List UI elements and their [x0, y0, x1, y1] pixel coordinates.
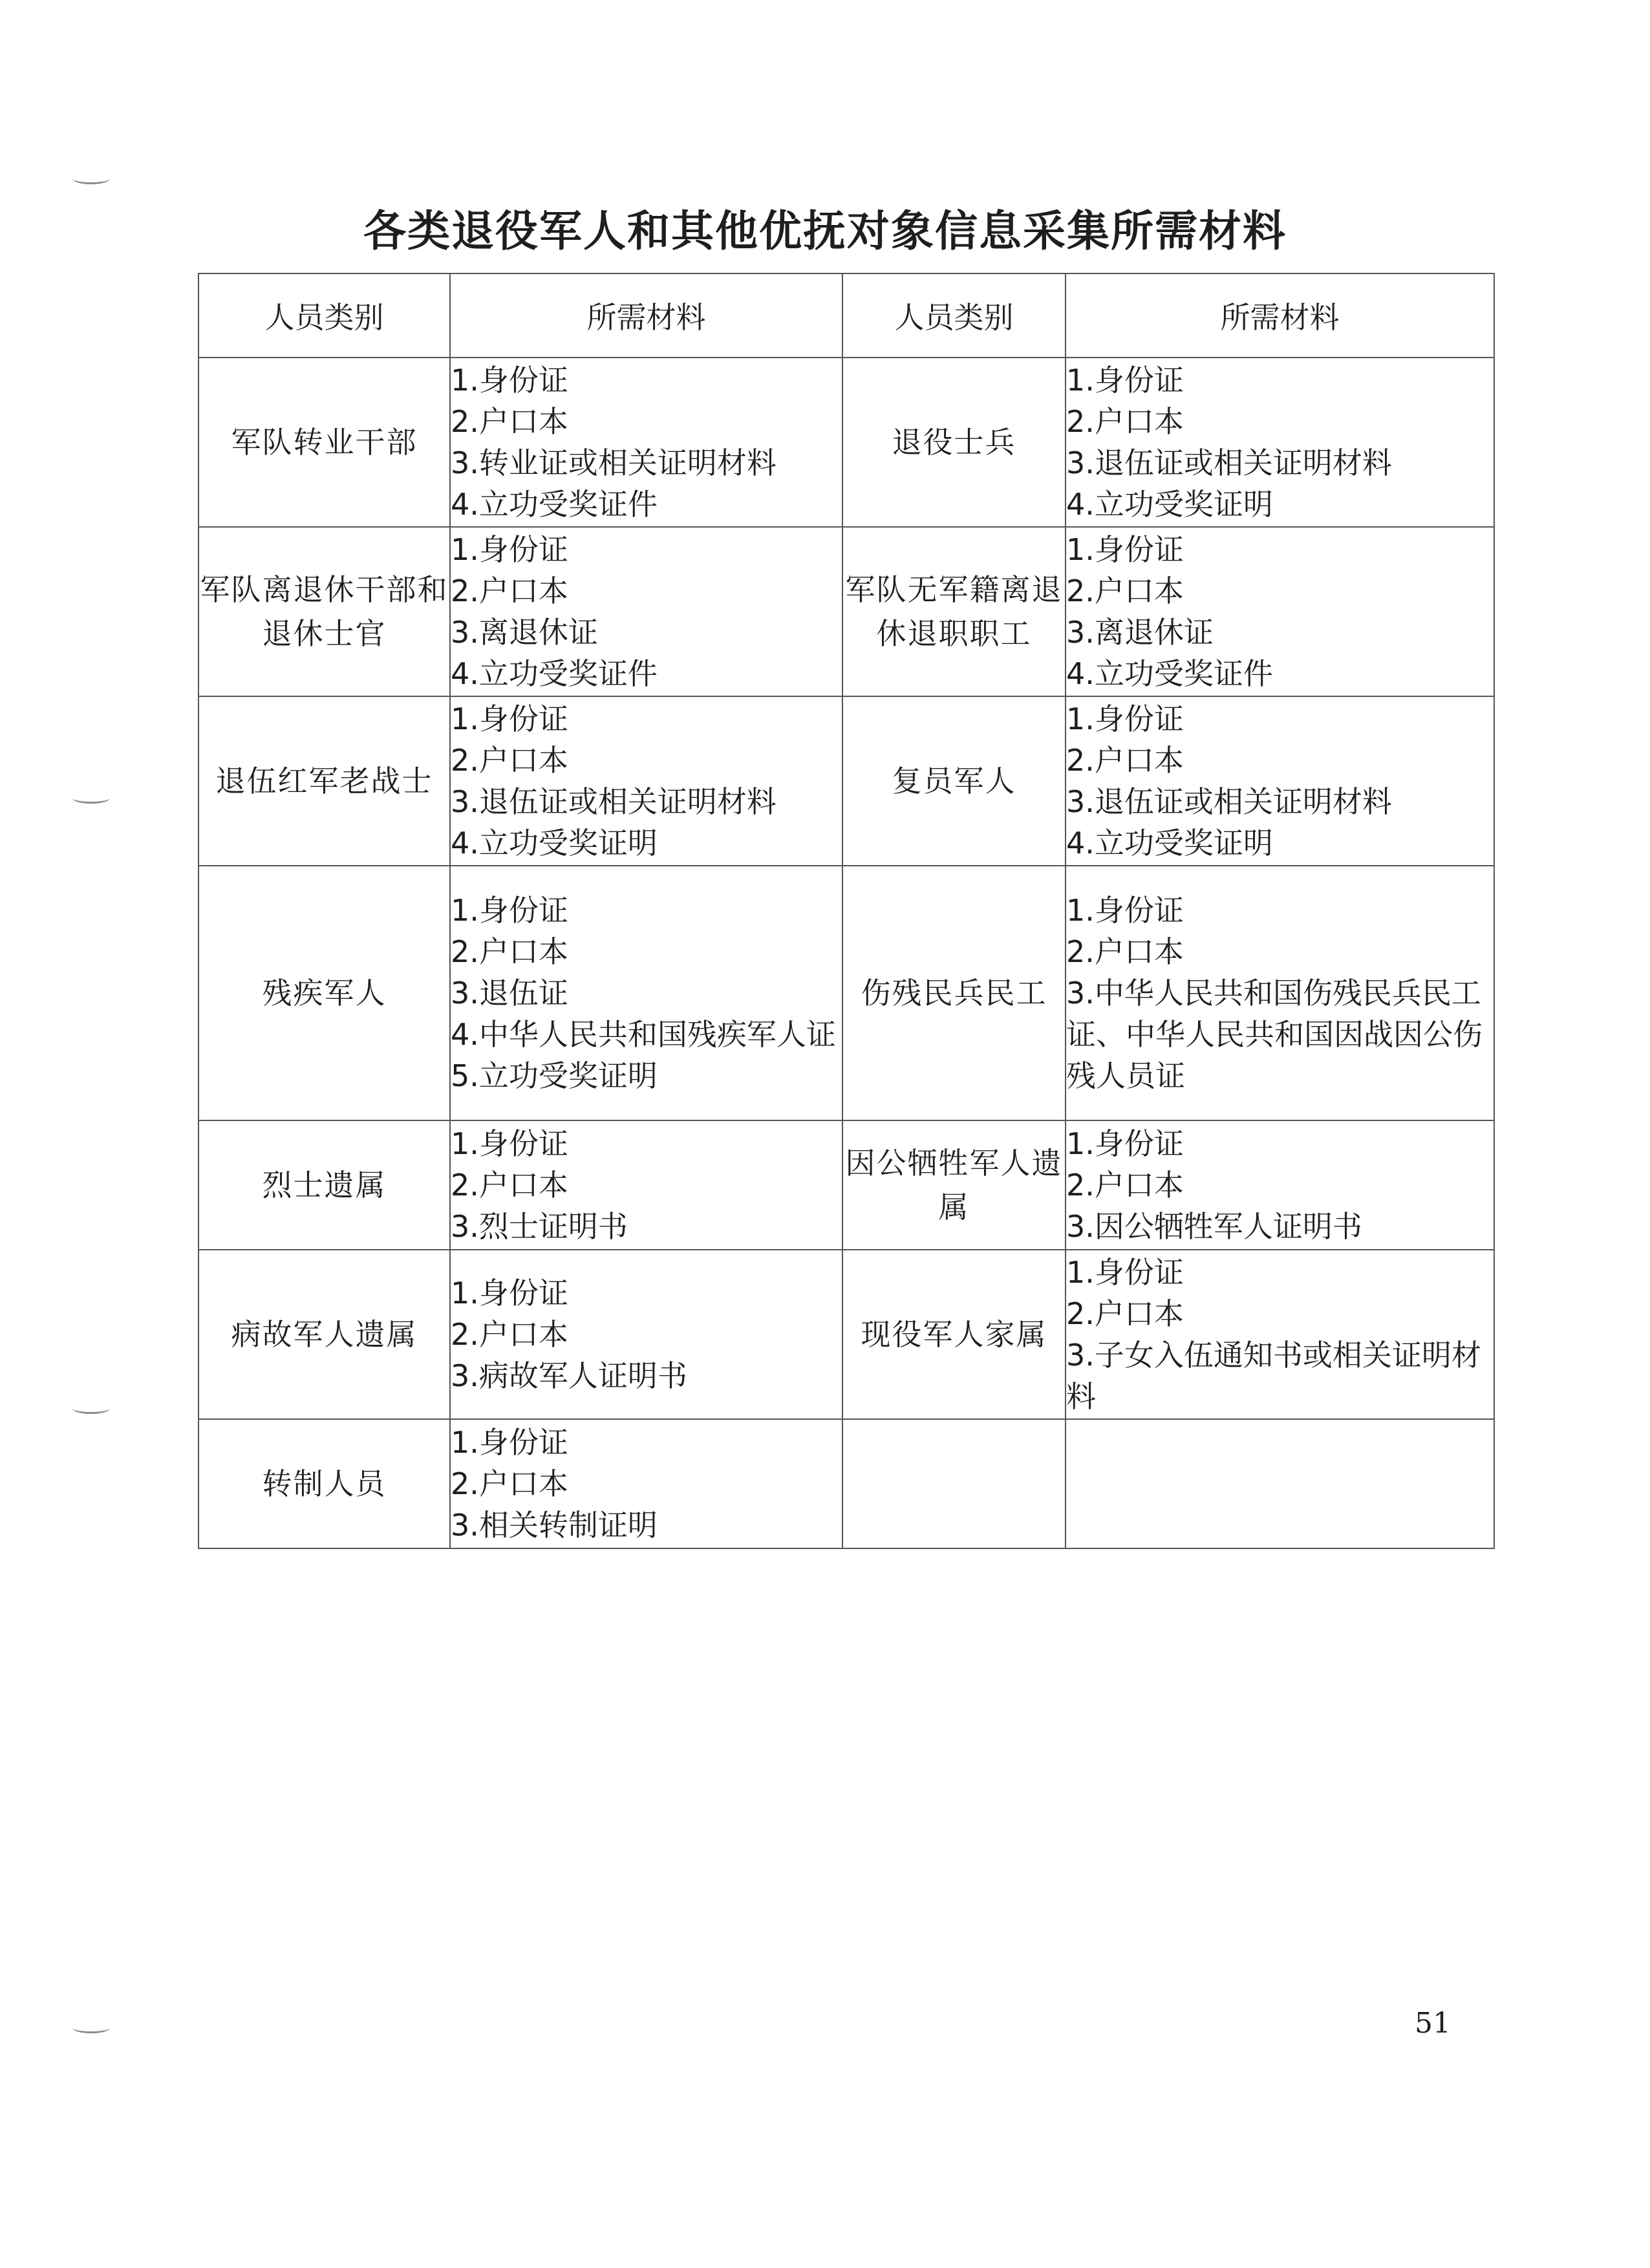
material-item: 2.户口本 — [1066, 934, 1184, 969]
material-item: 3.相关转制证明 — [451, 1508, 658, 1543]
category-cell-left — [198, 696, 450, 866]
category-cell-right — [842, 866, 1066, 1120]
materials-cell-left — [450, 1120, 842, 1250]
materials-cell-right — [1066, 1250, 1494, 1419]
header-materials-left: 所需材料 — [450, 273, 842, 358]
materials-cell-right — [1066, 866, 1494, 1120]
binding-hole-mark — [72, 2022, 110, 2033]
material-item: 1.身份证 — [451, 1276, 568, 1311]
header-category-left: 人员类别 — [198, 273, 450, 358]
material-item: 2.户口本 — [451, 934, 568, 969]
material-item: 2.户口本 — [1066, 573, 1184, 608]
material-item: 4.立功受奖证件 — [451, 656, 658, 691]
material-item: 1.身份证 — [1066, 1255, 1184, 1290]
category-cell-left — [198, 358, 450, 527]
materials-cell-right — [1066, 358, 1494, 527]
material-item: 2.户口本 — [451, 573, 568, 608]
material-item: 1.身份证 — [451, 363, 568, 398]
category-label: 现役军人家属 — [861, 1317, 1047, 1352]
material-item: 3.退伍证或相关证明材料 — [1066, 445, 1392, 480]
category-label: 军队转业干部 — [231, 425, 418, 460]
material-item: 2.户口本 — [1066, 404, 1184, 439]
material-item: 1.身份证 — [1066, 1126, 1184, 1161]
category-cell-right — [842, 1419, 1066, 1548]
binding-hole-mark — [72, 1403, 110, 1414]
header-materials-right: 所需材料 — [1066, 273, 1494, 358]
materials-cell-left — [450, 1250, 842, 1419]
table-row — [198, 696, 1494, 866]
materials-cell-right — [1066, 1120, 1494, 1250]
materials-cell-left — [450, 866, 842, 1120]
material-item: 3.转业证或相关证明材料 — [451, 445, 777, 480]
material-item: 3.退伍证 — [451, 976, 568, 1011]
material-item: 4.立功受奖证件 — [451, 487, 658, 522]
material-item: 2.户口本 — [451, 404, 568, 439]
category-cell-right — [842, 1120, 1066, 1250]
category-label: 烈士遗属 — [262, 1168, 387, 1203]
table-row — [198, 866, 1494, 1120]
material-item: 1.身份证 — [1066, 893, 1184, 928]
materials-cell-right — [1066, 527, 1494, 696]
binding-hole-mark — [72, 173, 110, 184]
material-item: 3.烈士证明书 — [451, 1209, 628, 1244]
category-label: 复员军人 — [892, 764, 1016, 798]
materials-cell-left — [450, 1419, 842, 1548]
category-label: 伤残民兵民工 — [861, 976, 1047, 1011]
material-item: 2.户口本 — [451, 743, 568, 778]
material-item: 2.户口本 — [451, 1317, 568, 1352]
material-item: 2.户口本 — [451, 1168, 568, 1203]
table-row — [198, 1120, 1494, 1250]
material-item: 1.身份证 — [451, 701, 568, 736]
table-header-row — [198, 273, 1494, 358]
material-item: 1.身份证 — [451, 1126, 568, 1161]
material-item: 1.身份证 — [451, 1425, 568, 1460]
material-item: 3.因公牺牲军人证明书 — [1066, 1209, 1362, 1244]
header-category-right: 人员类别 — [842, 273, 1066, 358]
material-item: 3.子女入伍通知书或相关证明材料 — [1066, 1338, 1481, 1414]
category-label: 因公牺牲军人遗属 — [845, 1146, 1063, 1225]
material-item: 1.身份证 — [451, 893, 568, 928]
category-label: 军队无军籍离退休退职职工 — [845, 572, 1063, 651]
category-label: 残疾军人 — [262, 976, 387, 1011]
category-cell-left — [198, 866, 450, 1120]
material-item: 2.户口本 — [451, 1466, 568, 1501]
material-item: 2.户口本 — [1066, 1168, 1184, 1203]
material-item: 4.立功受奖证明 — [451, 826, 658, 861]
category-cell-right — [842, 696, 1066, 866]
material-item: 4.立功受奖证明 — [1066, 487, 1273, 522]
material-item: 4.中华人民共和国残疾军人证 — [451, 1017, 836, 1052]
category-cell-right — [842, 1250, 1066, 1419]
category-label: 退役士兵 — [892, 425, 1016, 460]
page-title: 各类退役军人和其他优抚对象信息采集所需材料 — [363, 206, 1287, 256]
binding-hole-mark — [72, 793, 110, 804]
category-label: 退伍红军老战士 — [215, 764, 433, 798]
materials-cell-left — [450, 358, 842, 527]
material-item: 1.身份证 — [1066, 363, 1184, 398]
material-item: 5.立功受奖证明 — [451, 1058, 658, 1093]
material-item: 1.身份证 — [1066, 701, 1184, 736]
material-item: 4.立功受奖证件 — [1066, 656, 1273, 691]
category-cell-left — [198, 1250, 450, 1419]
table-row — [198, 527, 1494, 696]
material-item: 1.身份证 — [1066, 532, 1184, 567]
material-item: 3.退伍证或相关证明材料 — [451, 784, 777, 819]
material-item: 3.中华人民共和国伤残民兵民工证、中华人民共和国因战因公伤残人员证 — [1066, 976, 1483, 1093]
material-item: 4.立功受奖证明 — [1066, 826, 1273, 861]
material-item: 3.离退休证 — [451, 615, 598, 650]
material-item: 2.户口本 — [1066, 1296, 1184, 1331]
materials-cell-left — [450, 696, 842, 866]
materials-cell-right — [1066, 696, 1494, 866]
page-number: 51 — [1415, 2007, 1451, 2040]
materials-cell-left — [450, 527, 842, 696]
material-item: 3.退伍证或相关证明材料 — [1066, 784, 1392, 819]
category-cell-right — [842, 358, 1066, 527]
table-row — [198, 1250, 1494, 1419]
table-row — [198, 1419, 1494, 1548]
table-row — [198, 358, 1494, 527]
material-item: 2.户口本 — [1066, 743, 1184, 778]
category-cell-left — [198, 1419, 450, 1548]
materials-table — [198, 273, 1495, 1549]
category-cell-left — [198, 1120, 450, 1250]
category-label: 病故军人遗属 — [231, 1317, 418, 1352]
category-label: 军队离退休干部和退休士官 — [200, 572, 449, 651]
category-label: 转制人员 — [262, 1466, 387, 1501]
material-item: 3.病故军人证明书 — [451, 1358, 687, 1393]
category-cell-right — [842, 527, 1066, 696]
material-item: 3.离退休证 — [1066, 615, 1214, 650]
category-cell-left — [198, 527, 450, 696]
material-item: 1.身份证 — [451, 532, 568, 567]
materials-cell-right — [1066, 1419, 1494, 1548]
